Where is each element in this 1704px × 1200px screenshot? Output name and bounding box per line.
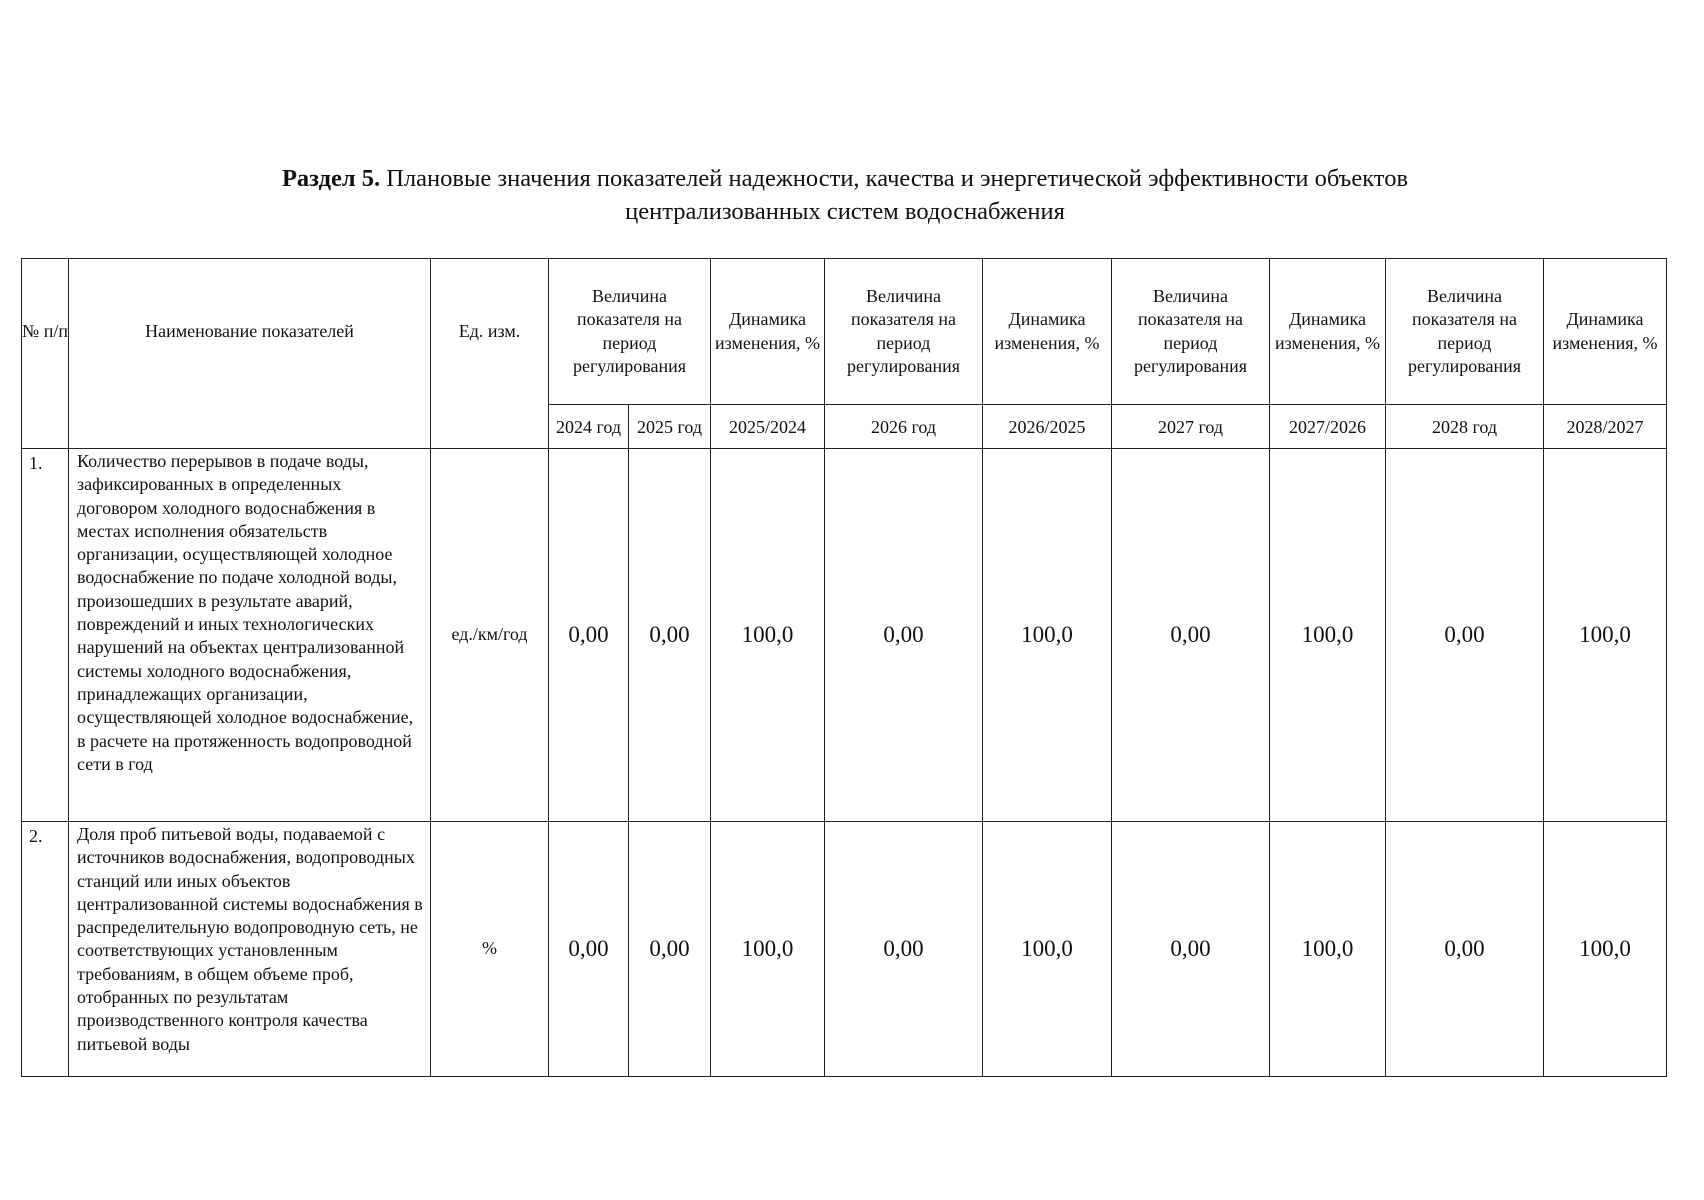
value-cell: 100,0 [1270,449,1386,822]
year-header: 2024 год [549,405,629,449]
year-header-spacer-num [22,405,69,449]
indicators-table [21,258,1667,1077]
table-row [22,449,1667,822]
year-header: 2025/2024 [711,405,825,449]
value-cell: 0,00 [1386,822,1544,1077]
table-row [22,822,1667,1077]
header-row [22,259,1667,405]
header-unit-label: Ед. изм. [458,321,521,342]
year-header: 2025 год [629,405,711,449]
header-dynamics-2028 [1544,259,1667,405]
unit-cell: ед./км/год [431,449,549,822]
value-cell: 0,00 [1112,822,1270,1077]
year-header: 2027 год [1112,405,1270,449]
year-header-spacer-name [69,405,431,449]
year-header: 2026 год [825,405,983,449]
title-line-1 [0,162,1690,195]
row-number: 1. [22,449,69,822]
row-number: 2. [22,822,69,1077]
value-cell: 0,00 [825,822,983,1077]
header-value-label: Величина показателя на период регулирования [1408,285,1521,376]
header-value-2027 [1112,259,1270,405]
header-dynamics-label: Динамика изменения, % [1552,309,1658,353]
year-header: 2026/2025 [983,405,1112,449]
header-dynamics-2027 [1270,259,1386,405]
value-cell: 0,00 [629,449,711,822]
indicator-name: Количество перерывов в подаче воды, зафиксированных в определенных договором холодного водоснабжения в местах исполнения обязательств организации, осуществляющей холодное водоснабжение по подаче холодной воды, произошедших в результате аварий, повреждений и иных технологических нарушений на объектах централизованной системы холодного водоснабжения, принадлежащих организации, осуществляющей холодное водоснабжение, в расчете на протяженность водопроводной сети в год [69,449,431,822]
year-header-spacer-unit [431,405,549,449]
header-dynamics-label: Динамика изменения, % [994,309,1100,353]
header-name-label: Наименование показателей [145,321,354,342]
header-dynamics-label: Динамика изменения, % [714,309,821,353]
header-dynamics-label: Динамика изменения, % [1274,309,1381,353]
value-cell: 100,0 [1270,822,1386,1077]
header-dynamics-2026 [983,259,1112,405]
value-cell: 100,0 [983,822,1112,1077]
unit-cell: % [431,822,549,1077]
indicator-name: Доля проб питьевой воды, подаваемой с источников водоснабжения, водопроводных станций или иных объектов централизованной системы водоснабжения в распределительную водопроводную сеть, не соответствующих установленным требованиям, в общем объеме проб, отобранных по результатам производственного контроля качества питьевой воды [69,822,431,1077]
section-label: Раздел 5. [281,165,381,192]
year-header: 2028 год [1386,405,1544,449]
title-line-2: централизованных систем водоснабжения [625,198,1065,225]
page-title [0,162,1690,228]
title-text-1: Плановые значения показателей надежности, качества и энергетической эффективности объектов [380,165,1409,192]
header-value-label: Величина показателя на период регулирования [847,285,960,376]
year-header: 2028/2027 [1544,405,1667,449]
value-cell: 100,0 [1544,449,1667,822]
header-value-2026 [825,259,983,405]
value-cell: 0,00 [629,822,711,1077]
header-value-label: Величина показателя на период регулирования [573,285,686,376]
header-name [69,259,431,405]
value-cell: 100,0 [983,449,1112,822]
header-value-label: Величина показателя на период регулирования [1134,285,1247,376]
year-header: 2027/2026 [1270,405,1386,449]
value-cell: 0,00 [549,822,629,1077]
header-dynamics-2025 [711,259,825,405]
value-cell: 0,00 [825,449,983,822]
year-header-row [22,405,1667,449]
value-cell: 0,00 [1386,449,1544,822]
value-cell: 100,0 [711,449,825,822]
value-cell: 0,00 [549,449,629,822]
value-cell: 0,00 [1112,449,1270,822]
header-num [22,259,69,405]
header-num-label: № п/п [22,321,68,342]
header-value-2024-2025 [549,259,711,405]
value-cell: 100,0 [711,822,825,1077]
header-unit [431,259,549,405]
value-cell: 100,0 [1544,822,1667,1077]
header-value-2028 [1386,259,1544,405]
